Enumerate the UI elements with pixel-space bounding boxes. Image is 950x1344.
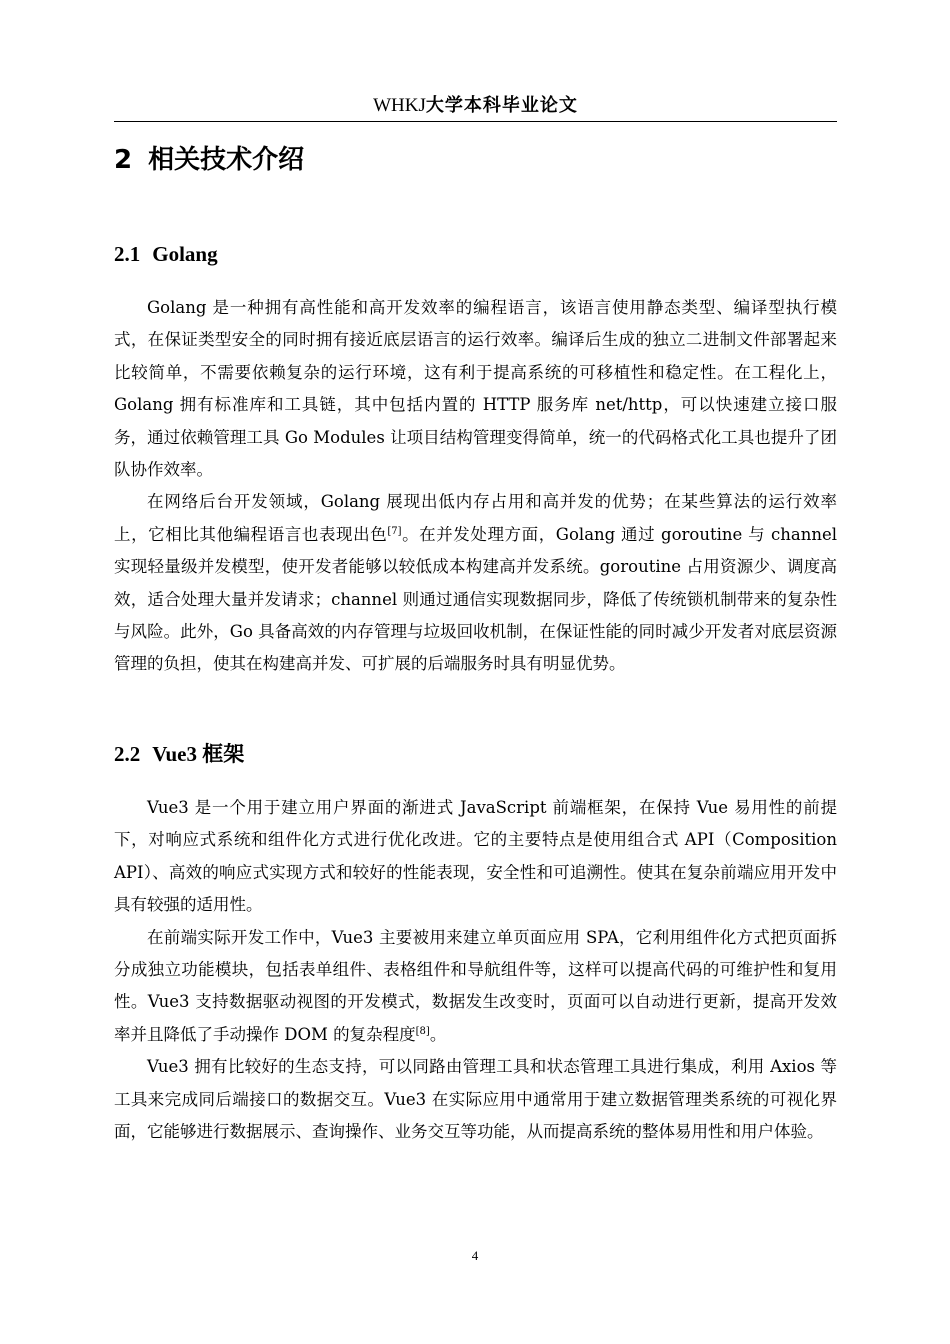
section-heading-vue3 — [114, 738, 244, 770]
paragraph: Golang 是一种拥有高性能和高开发效率的编程语言，该语言使用静态类型、编译型执行模式，在保证类型安全的同时拥有接近底层语言的运行效率。编译后生成的独立二进制文件部署起来比较简单，不需要依赖复杂的运行环境，这有利于提高系统的可移植性和稳定性。在工程化上，Golang 拥有标准库和工具链，其中包括内置的 HTTP 服务库 net/http，可以快速建立接口服务，通过依赖管理工具 Go Modules 让项目结构管理变得简单，统一的代码格式化工具也提升了团队协作效率。 — [114, 298, 837, 480]
page-header — [114, 92, 837, 122]
citation-marker: [8] — [415, 1025, 430, 1037]
section-number: 2.2 — [114, 742, 141, 766]
section-heading-golang — [114, 238, 218, 270]
chapter-title — [114, 140, 304, 180]
header-thesis-label: 大学本科毕业论文 — [425, 95, 578, 116]
section-body-vue3 — [114, 792, 837, 1148]
paragraph-text: 。在并发处理方面，Golang 通过 goroutine 与 channel 实现轻量级并发模型，使开发者能够以较低成本构建高并发系统。goroutine 占用资源少、调度高效，适合处理大量并发请求；channel 则通过通信实现数据同步，降低了传统锁机制带来的复杂性与风险。此外，Go 具备高效的内存管理与垃圾回收机制，在保证性能的同时减少开发者对底层资源管理的负担，使其在构建高并发、可扩展的后端服务时具有明显优势。 — [114, 524, 838, 674]
paragraph-text: 。 — [429, 1024, 447, 1044]
paragraph: Vue3 是一个用于建立用户界面的渐进式 JavaScript 前端框架，在保持 Vue 易用性的前提下，对响应式系统和组件化方式进行优化改进。它的主要特点是使用组合式 API（Composition API）、高效的响应式实现方式和较好的性能表现，安全性和可追溯性。使其在复杂前端应用开发中具有较强的适用性。 — [114, 798, 837, 915]
section-title: Vue3 框架 — [152, 742, 245, 766]
chapter-title-text: 相关技术介绍 — [148, 145, 305, 175]
page-number: 4 — [471, 1248, 479, 1263]
paragraph-text: 在前端实际开发工作中，Vue3 主要被用来建立单页面应用 SPA，它利用组件化方式把页面拆分成独立功能模块，包括表单组件、表格组件和导航组件等，这样可以提高代码的可维护性和复用性。Vue3 支持数据驱动视图的开发模式，数据发生改变时，页面可以自动进行更新，提高开发效率并且降低了手动操作 DOM 的复杂程度 — [114, 927, 837, 1044]
section-title: Golang — [152, 242, 218, 266]
section-number: 2.1 — [114, 242, 141, 266]
citation-marker: [7] — [387, 525, 402, 537]
paragraph — [114, 922, 837, 1052]
chapter-number: 2 — [114, 145, 133, 175]
header-university-code: WHKJ — [373, 95, 426, 116]
paragraph: Vue3 拥有比较好的生态支持，可以同路由管理工具和状态管理工具进行集成，利用 Axios 等工具来完成同后端接口的数据交互。Vue3 在实际应用中通常用于建立数据管理类系统的可视化界面，它能够进行数据展示、查询操作、业务交互等功能，从而提高系统的整体易用性和用户体验。 — [114, 1057, 837, 1142]
section-body-golang — [114, 292, 837, 681]
paragraph-text: 在网络后台开发领域，Golang 展现出低内存占用和高并发的优势；在某些算法的运行效率上，它相比其他编程语言也表现出色 — [114, 492, 837, 544]
paragraph — [114, 486, 837, 680]
